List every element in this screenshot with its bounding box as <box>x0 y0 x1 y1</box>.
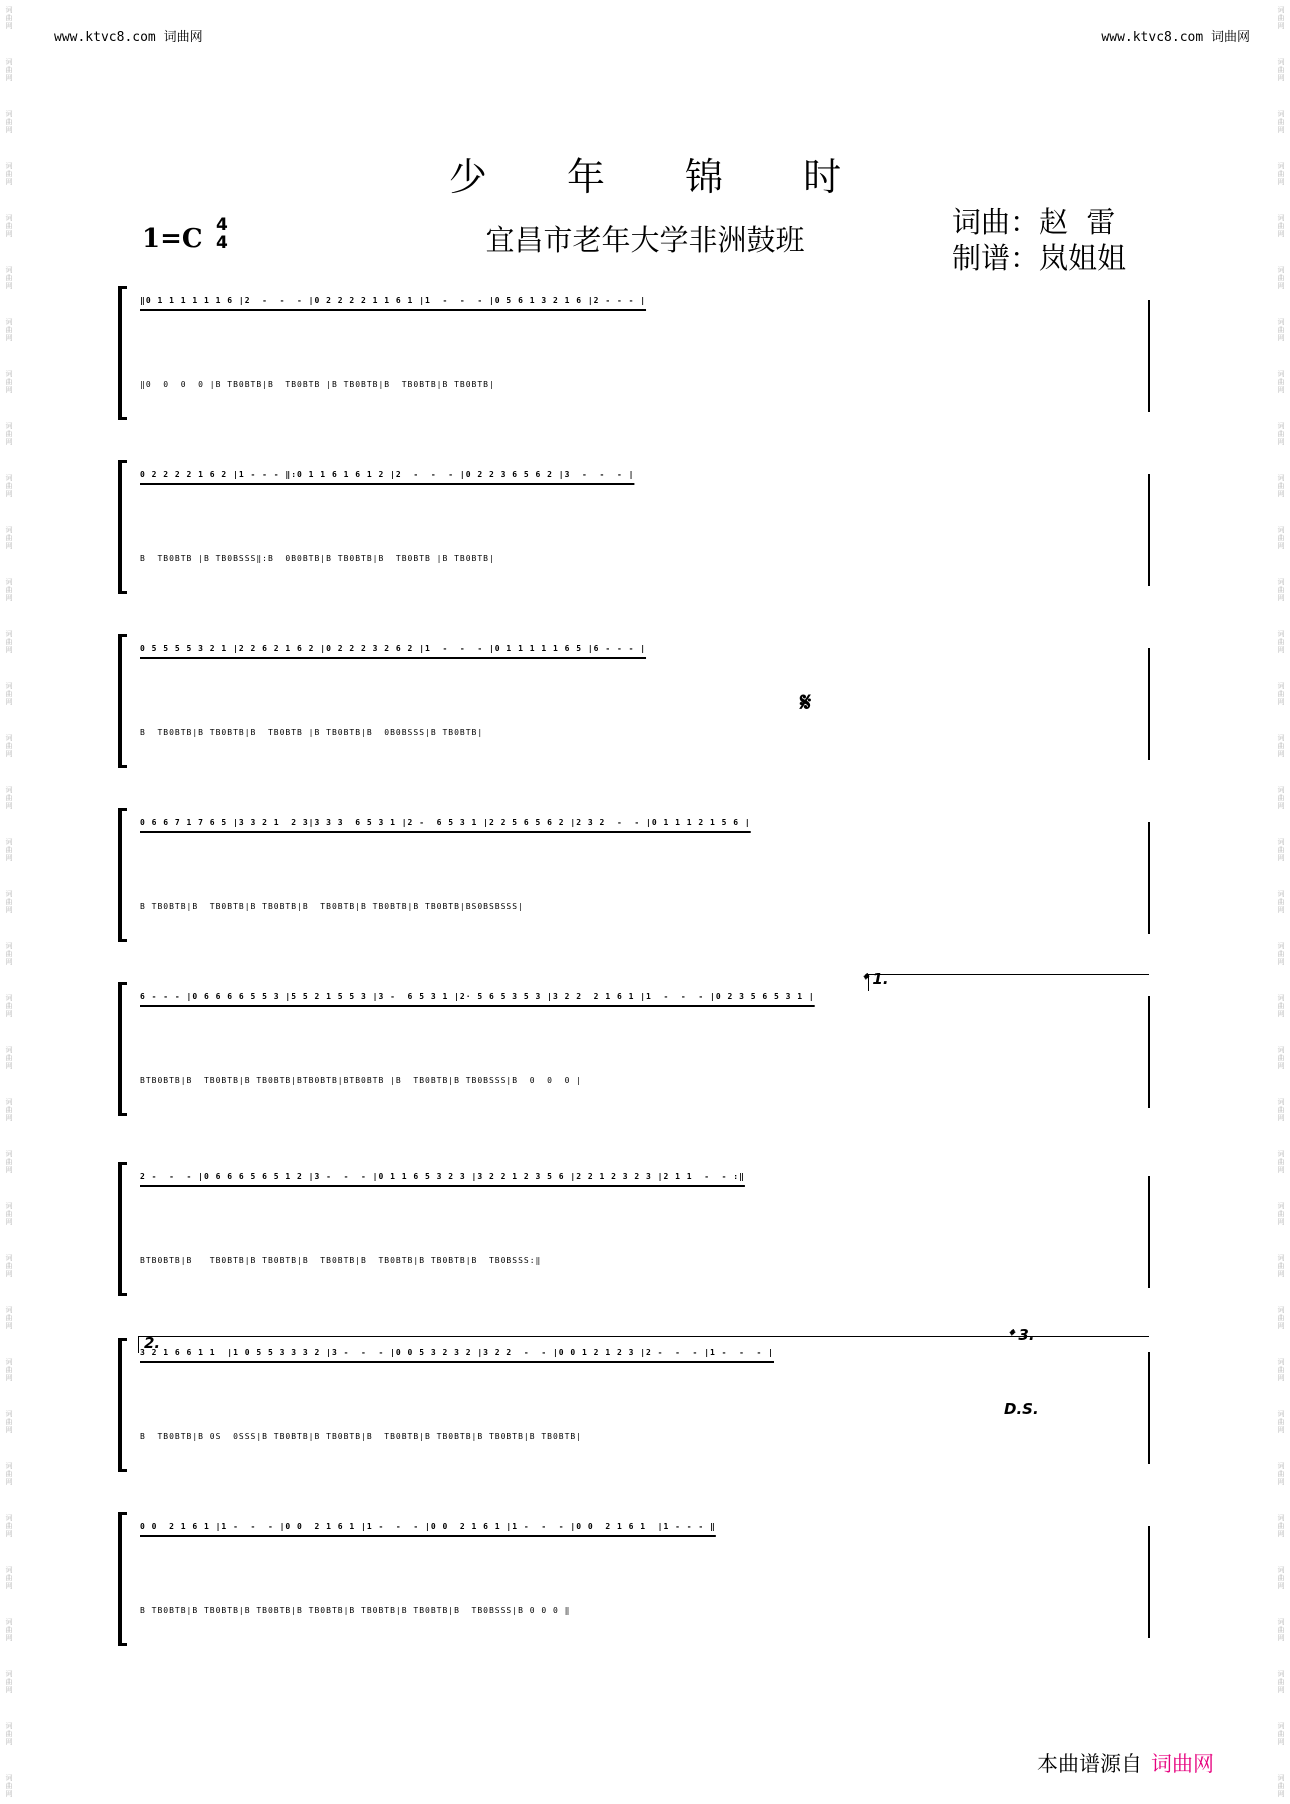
side-watermark-text: 词 曲 网 <box>5 266 13 290</box>
side-watermark-text: 词 曲 网 <box>1277 370 1285 394</box>
melody-staff: ‖0 1 1 1 1 1 1 6 |2 - - - |0 2 2 2 2 1 1 6 1 |1 - - - |0 5 6 1 3 2 1 6 |2 - - - | <box>140 296 647 305</box>
side-watermark-text: 词 曲 网 <box>5 162 13 186</box>
side-watermark-text: 词 曲 网 <box>1277 214 1285 238</box>
side-watermark-text: 词 曲 网 <box>5 786 13 810</box>
side-watermark-text: 词 曲 网 <box>5 1202 13 1226</box>
side-watermark-text: 词 曲 网 <box>1277 1514 1285 1538</box>
side-watermark-text: 词 曲 网 <box>5 1410 13 1434</box>
site-url-left: www.ktvc8.com 词曲网 <box>54 30 203 45</box>
music-system <box>118 1162 1148 1296</box>
side-watermark-text: 词 曲 网 <box>1277 1410 1285 1434</box>
side-watermark-text: 词 曲 网 <box>1277 1046 1285 1070</box>
system-bracket <box>118 982 131 1116</box>
side-watermark-text: 词 曲 网 <box>5 214 13 238</box>
key-signature: 1=C <box>142 224 203 254</box>
side-watermark-text: 词 曲 网 <box>5 1046 13 1070</box>
side-watermark-text: 词 曲 网 <box>5 1150 13 1174</box>
segno-mark: 𝄋 <box>800 688 812 718</box>
melody-staff: 0 0 2 1 6 1 |1 - - - |0 0 2 1 6 1 |1 - - - |0 0 2 1 6 1 |1 - - - |0 0 2 1 6 1 |1 - - - ‖ <box>140 1522 716 1531</box>
side-watermark-text: 词 曲 网 <box>5 6 13 30</box>
system-bracket <box>118 634 131 768</box>
side-watermark-text: 词 曲 网 <box>5 578 13 602</box>
side-watermark-text: 词 曲 网 <box>1277 1462 1285 1486</box>
side-watermark-text: 词 曲 网 <box>5 1306 13 1330</box>
music-system <box>118 982 1148 1116</box>
side-watermark-text: 词 曲 网 <box>1277 474 1285 498</box>
side-watermark-text: 词 曲 网 <box>1277 266 1285 290</box>
side-watermark-text: 词 曲 网 <box>5 1514 13 1538</box>
percussion-staff: B TB0BTB|B 0S 0SSS|B TB0BTB|B TB0BTB|B TB0BTB|B TB0BTB|B TB0BTB|B TB0BTB| <box>140 1432 583 1441</box>
side-watermark-text: 词 曲 网 <box>5 994 13 1018</box>
side-watermark-text: 词 曲 网 <box>5 370 13 394</box>
side-watermark-text: 词 曲 网 <box>1277 942 1285 966</box>
system-bracket <box>118 1512 131 1646</box>
melody-staff: 2 - - - |0 6 6 6 5 6 5 1 2 |3 - - - |0 1 1 6 5 3 2 3 |3 2 2 1 2 3 5 6 |2 2 1 2 3 2 3 |2 1 1 - - :‖ <box>140 1172 745 1181</box>
side-watermark-text: 词 曲 网 <box>5 838 13 862</box>
percussion-staff: B TB0BTB |B TB0BSSS‖:B 0B0BTB|B TB0BTB|B TB0BTB |B TB0BTB| <box>140 554 495 563</box>
side-watermark-text: 词 曲 网 <box>5 1254 13 1278</box>
music-system <box>118 634 1148 768</box>
side-watermark-text: 词 曲 网 <box>5 474 13 498</box>
right-watermark-strip <box>1274 0 1288 1804</box>
time-signature <box>216 216 228 252</box>
side-watermark-text: 词 曲 网 <box>1277 1098 1285 1122</box>
side-watermark-text: 词 曲 网 <box>1277 630 1285 654</box>
music-system <box>118 808 1148 942</box>
side-watermark-text: 词 曲 网 <box>1277 526 1285 550</box>
side-watermark-text: 词 曲 网 <box>5 526 13 550</box>
side-watermark-text: 词 曲 网 <box>1277 1306 1285 1330</box>
volta-bracket-2 <box>138 1336 1149 1353</box>
score-credit: 制谱：岚姐姐 <box>952 241 1127 275</box>
melody-staff: 0 2 2 2 2 1 6 2 |1 - - - ‖:0 1 1 6 1 6 1 2 |2 - - - |0 2 2 3 6 5 6 2 |3 - - - | <box>140 470 635 479</box>
system-end-barline <box>1148 1526 1150 1638</box>
system-end-barline <box>1148 996 1150 1108</box>
melody-staff: 0 5 5 5 5 3 2 1 |2 2 6 2 1 6 2 |0 2 2 2 3 2 6 2 |1 - - - |0 1 1 1 1 1 6 5 |6 - - - | <box>140 644 647 653</box>
side-watermark-text: 词 曲 网 <box>5 1722 13 1746</box>
song-title: 少 年 锦 时 <box>448 155 876 199</box>
coda-mark-3: 𝄌 3. <box>1008 1326 1035 1344</box>
side-watermark-text: 词 曲 网 <box>5 1774 13 1798</box>
percussion-staff: BTB0BTB|B TB0BTB|B TB0BTB|BTB0BTB|BTB0BTB |B TB0BTB|B TB0BSSS|B 0 0 0 | <box>140 1076 583 1085</box>
lyrics-music-credit: 词曲：赵 雷 <box>952 205 1116 239</box>
side-watermark-text: 词 曲 网 <box>5 422 13 446</box>
side-watermark-text: 词 曲 网 <box>1277 838 1285 862</box>
side-watermark-text: 词 曲 网 <box>1277 734 1285 758</box>
left-watermark-strip <box>2 0 16 1804</box>
side-watermark-text: 词 曲 网 <box>1277 1566 1285 1590</box>
side-watermark-text: 词 曲 网 <box>1277 6 1285 30</box>
footer-source-label: 本曲谱源自 <box>1037 1752 1142 1776</box>
system-bracket <box>118 1338 131 1472</box>
subtitle: 宜昌市老年大学非洲鼓班 <box>485 223 805 257</box>
percussion-staff: ‖0 0 0 0 |B TB0BTB|B TB0BTB |B TB0BTB|B TB0BTB|B TB0BTB| <box>140 380 495 389</box>
music-system <box>118 460 1148 594</box>
system-bracket <box>118 1162 131 1296</box>
side-watermark-text: 词 曲 网 <box>1277 162 1285 186</box>
side-watermark-text: 词 曲 网 <box>1277 110 1285 134</box>
side-watermark-text: 词 曲 网 <box>1277 682 1285 706</box>
side-watermark-text: 词 曲 网 <box>5 682 13 706</box>
percussion-staff: B TB0BTB|B TB0BTB|B TB0BTB |B TB0BTB|B 0B0BSSS|B TB0BTB| <box>140 728 484 737</box>
side-watermark-text: 词 曲 网 <box>5 1462 13 1486</box>
side-watermark-text: 词 曲 网 <box>5 1670 13 1694</box>
side-watermark-text: 词 曲 网 <box>1277 1774 1285 1798</box>
side-watermark-text: 词 曲 网 <box>1277 786 1285 810</box>
side-watermark-text: 词 曲 网 <box>5 1098 13 1122</box>
footer-brand-link[interactable]: 词曲网 <box>1151 1752 1214 1776</box>
percussion-staff: B TB0BTB|B TB0BTB|B TB0BTB|B TB0BTB|B TB0BTB|B TB0BTB|B TB0BSSS|B 0 0 0 ‖ <box>140 1606 571 1615</box>
side-watermark-text: 词 曲 网 <box>5 1618 13 1642</box>
system-bracket <box>118 808 131 942</box>
system-end-barline <box>1148 474 1150 586</box>
side-watermark-text: 词 曲 网 <box>5 110 13 134</box>
volta-bracket-1 <box>868 974 1149 991</box>
side-watermark-text: 词 曲 网 <box>5 58 13 82</box>
site-url-right: www.ktvc8.com 词曲网 <box>1101 30 1250 45</box>
percussion-staff: BTB0BTB|B TB0BTB|B TB0BTB|B TB0BTB|B TB0BTB|B TB0BTB|B TB0BSSS:‖ <box>140 1256 542 1265</box>
music-system <box>118 1512 1148 1646</box>
system-end-barline <box>1148 822 1150 934</box>
side-watermark-text: 词 曲 网 <box>1277 58 1285 82</box>
percussion-staff: B TB0BTB|B TB0BTB|B TB0BTB|B TB0BTB|B TB0BTB|B TB0BTB|BS0BSBSSS| <box>140 902 524 911</box>
side-watermark-text: 词 曲 网 <box>5 630 13 654</box>
side-watermark-text: 词 曲 网 <box>1277 1670 1285 1694</box>
side-watermark-text: 词 曲 网 <box>1277 994 1285 1018</box>
system-end-barline <box>1148 648 1150 760</box>
side-watermark-text: 词 曲 网 <box>1277 578 1285 602</box>
side-watermark-text: 词 曲 网 <box>5 1358 13 1382</box>
side-watermark-text: 词 曲 网 <box>5 318 13 342</box>
system-end-barline <box>1148 1176 1150 1288</box>
side-watermark-text: 词 曲 网 <box>1277 890 1285 914</box>
time-signature-top: 4 <box>216 215 228 235</box>
system-end-barline <box>1148 1352 1150 1464</box>
system-bracket <box>118 460 131 594</box>
side-watermark-text: 词 曲 网 <box>1277 1358 1285 1382</box>
system-end-barline <box>1148 300 1150 412</box>
side-watermark-text: 词 曲 网 <box>1277 1202 1285 1226</box>
side-watermark-text: 词 曲 网 <box>5 1566 13 1590</box>
side-watermark-text: 词 曲 网 <box>1277 422 1285 446</box>
music-system <box>118 1338 1148 1472</box>
coda-mark-1: 𝄌 1. <box>862 970 889 988</box>
ds-mark: D.S. <box>1004 1400 1039 1418</box>
music-system <box>118 286 1148 420</box>
side-watermark-text: 词 曲 网 <box>1277 1150 1285 1174</box>
time-signature-bottom: 4 <box>216 233 228 253</box>
side-watermark-text: 词 曲 网 <box>1277 318 1285 342</box>
melody-staff: 6 - - - |0 6 6 6 6 5 5 3 |5 5 2 1 5 5 3 |3 - 6 5 3 1 |2· 5 6 5 3 5 3 |3 2 2 2 1 6 1 |1 - - - |0 2 3 5 6 5 3 1 | <box>140 992 815 1001</box>
side-watermark-text: 词 曲 网 <box>1277 1722 1285 1746</box>
side-watermark-text: 词 曲 网 <box>5 734 13 758</box>
side-watermark-text: 词 曲 网 <box>5 942 13 966</box>
side-watermark-text: 词 曲 网 <box>1277 1254 1285 1278</box>
system-bracket <box>118 286 131 420</box>
melody-staff: 3 2 1 6 6 1 1 |1 0 5 5 3 3 3 2 |3 - - - |0 0 5 3 2 3 2 |3 2 2 - - |0 0 1 2 1 2 3 |2 - - - |1 - - - | <box>140 1348 774 1357</box>
melody-staff: 0 6 6 7 1 7 6 5 |3 3 2 1 2 3|3 3 3 6 5 3 1 |2 - 6 5 3 1 |2 2 5 6 5 6 2 |2 3 2 - - |0 1 1 1 2 1 5 6 | <box>140 818 751 827</box>
side-watermark-text: 词 曲 网 <box>1277 1618 1285 1642</box>
volta-label-2: 2. <box>144 1334 161 1352</box>
side-watermark-text: 词 曲 网 <box>5 890 13 914</box>
